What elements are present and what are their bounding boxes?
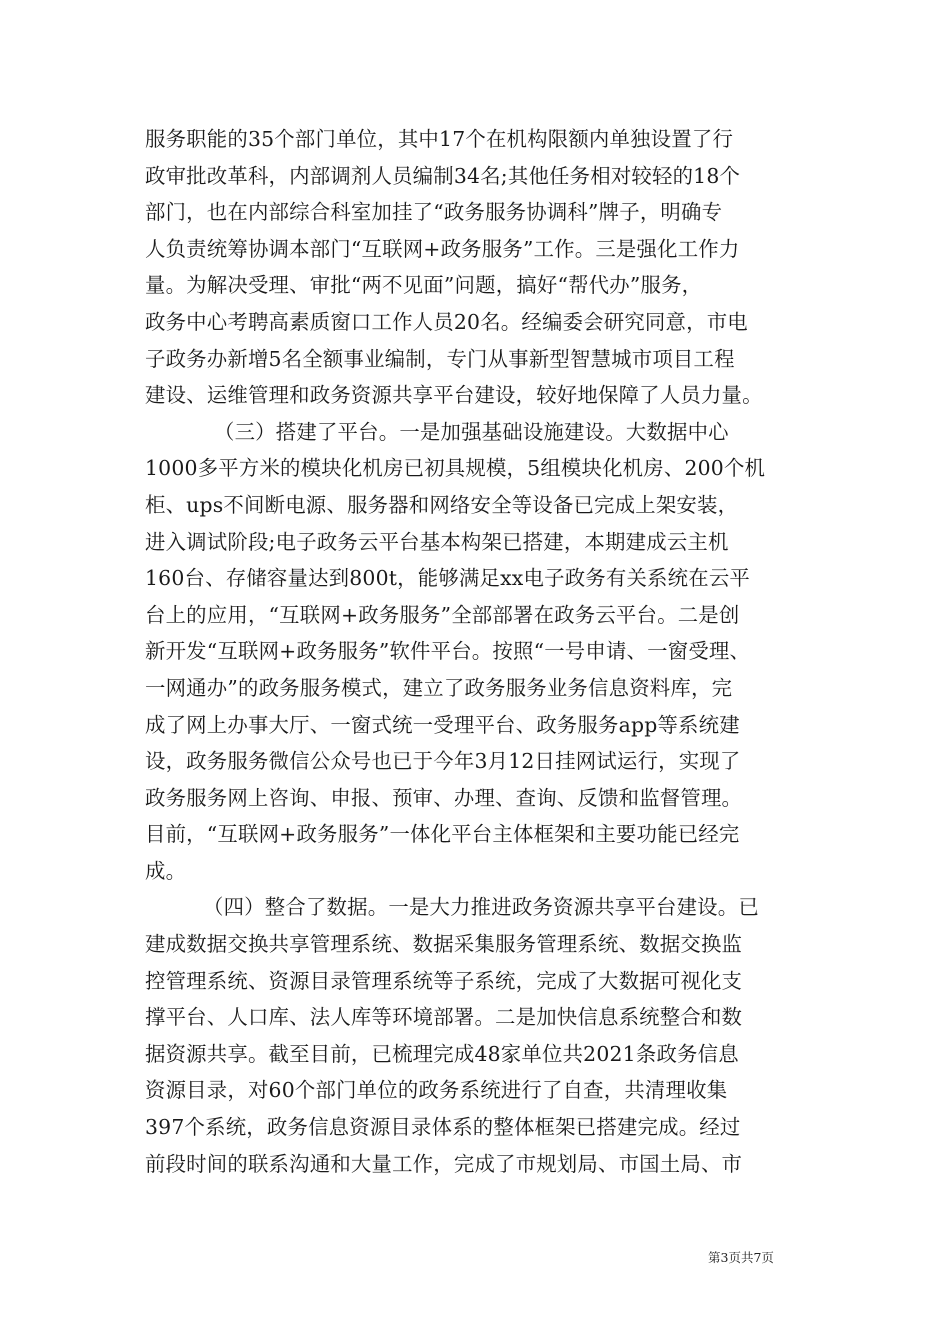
text-line: 资源目录，对60个部门单位的政务系统进行了自查，共清理收集 (145, 1078, 728, 1103)
text-line: 控管理系统、资源目录管理系统等子系统，完成了大数据可视化支 (145, 968, 743, 993)
text-line: 新开发“互联网+政务服务”软件平台。按照“一号申请、一窗受理、 (145, 639, 751, 664)
text-line: 建成数据交换共享管理系统、数据采集服务管理系统、数据交换监 (145, 932, 743, 957)
text-line: 建设、运维管理和政务资源共享平台建设，较好地保障了人员力量。 (145, 383, 763, 408)
text-line: 成。 (145, 858, 187, 883)
text-line: 政审批改革科，内部调剂人员编制34名;其他任务相对较轻的18个 (145, 163, 741, 188)
document-body (145, 121, 810, 1182)
text-line: 成了网上办事大厅、一窗式统一受理平台、政务服务app等系统建 (145, 712, 740, 737)
text-line: 量。为解决受理、审批“两不见面”问题，搞好“帮代办”服务， (145, 273, 703, 298)
text-line: 据资源共享。截至目前，已梳理完成48家单位共2021条政务信息 (145, 1041, 739, 1066)
text-line: 前段时间的联系沟通和大量工作，完成了市规划局、市国土局、市 (145, 1151, 743, 1176)
text-line: 撑平台、人口库、法人库等环境部署。二是加快信息系统整合和数 (145, 1005, 743, 1030)
text-line: 政务服务网上咨询、申报、预审、办理、查询、反馈和监督管理。 (145, 785, 743, 810)
text-line: 进入调试阶段;电子政务云平台基本构架已搭建，本期建成云主机 (145, 529, 729, 554)
text-line: 服务职能的35个部门单位，其中17个在机构限额内单独设置了行 (145, 127, 734, 151)
text-line: 397个系统，政务信息资源目录体系的整体框架已搭建完成。经过 (145, 1115, 741, 1140)
text-line: 柜、ups不间断电源、服务器和网络安全等设备已完成上架安装， (145, 492, 739, 517)
page-number-footer: 第3页共7页 (708, 1250, 774, 1265)
text-line: 人负责统筹协调本部门“互联网+政务服务”工作。三是强化工作力 (145, 236, 740, 261)
text-line: 政务中心考聘高素质窗口工作人员20名。经编委会研究同意，市电 (145, 309, 748, 334)
text-line: 设，政务服务微信公众号也已于今年3月12日挂网试运行，实现了 (145, 749, 741, 774)
text-line: 一网通办”的政务服务模式，建立了政务服务业务信息资料库，完 (145, 675, 733, 700)
section-heading-line: （四）整合了数据。一是大力推进政务资源共享平台建设。已 (203, 895, 759, 920)
text-line: 160台、存储容量达到800t，能够满足xx电子政务有关系统在云平 (145, 566, 751, 591)
section-heading-line: （三）搭建了平台。一是加强基础设施建设。大数据中心 (214, 419, 729, 444)
text-line: 台上的应用，“互联网+政务服务”全部部署在政务云平台。二是创 (145, 602, 740, 627)
text-line: 目前，“互联网+政务服务”一体化平台主体框架和主要功能已经完 (145, 822, 740, 847)
text-line: 1000多平方米的模块化机房已初具规模，5组模块化机房、200个机 (145, 456, 766, 481)
text-line: 子政务办新增5名全额事业编制，专门从事新型智慧城市项目工程 (145, 346, 735, 371)
text-line: 部门，也在内部综合科室加挂了“政务服务协调科”牌子，明确专 (145, 200, 723, 225)
